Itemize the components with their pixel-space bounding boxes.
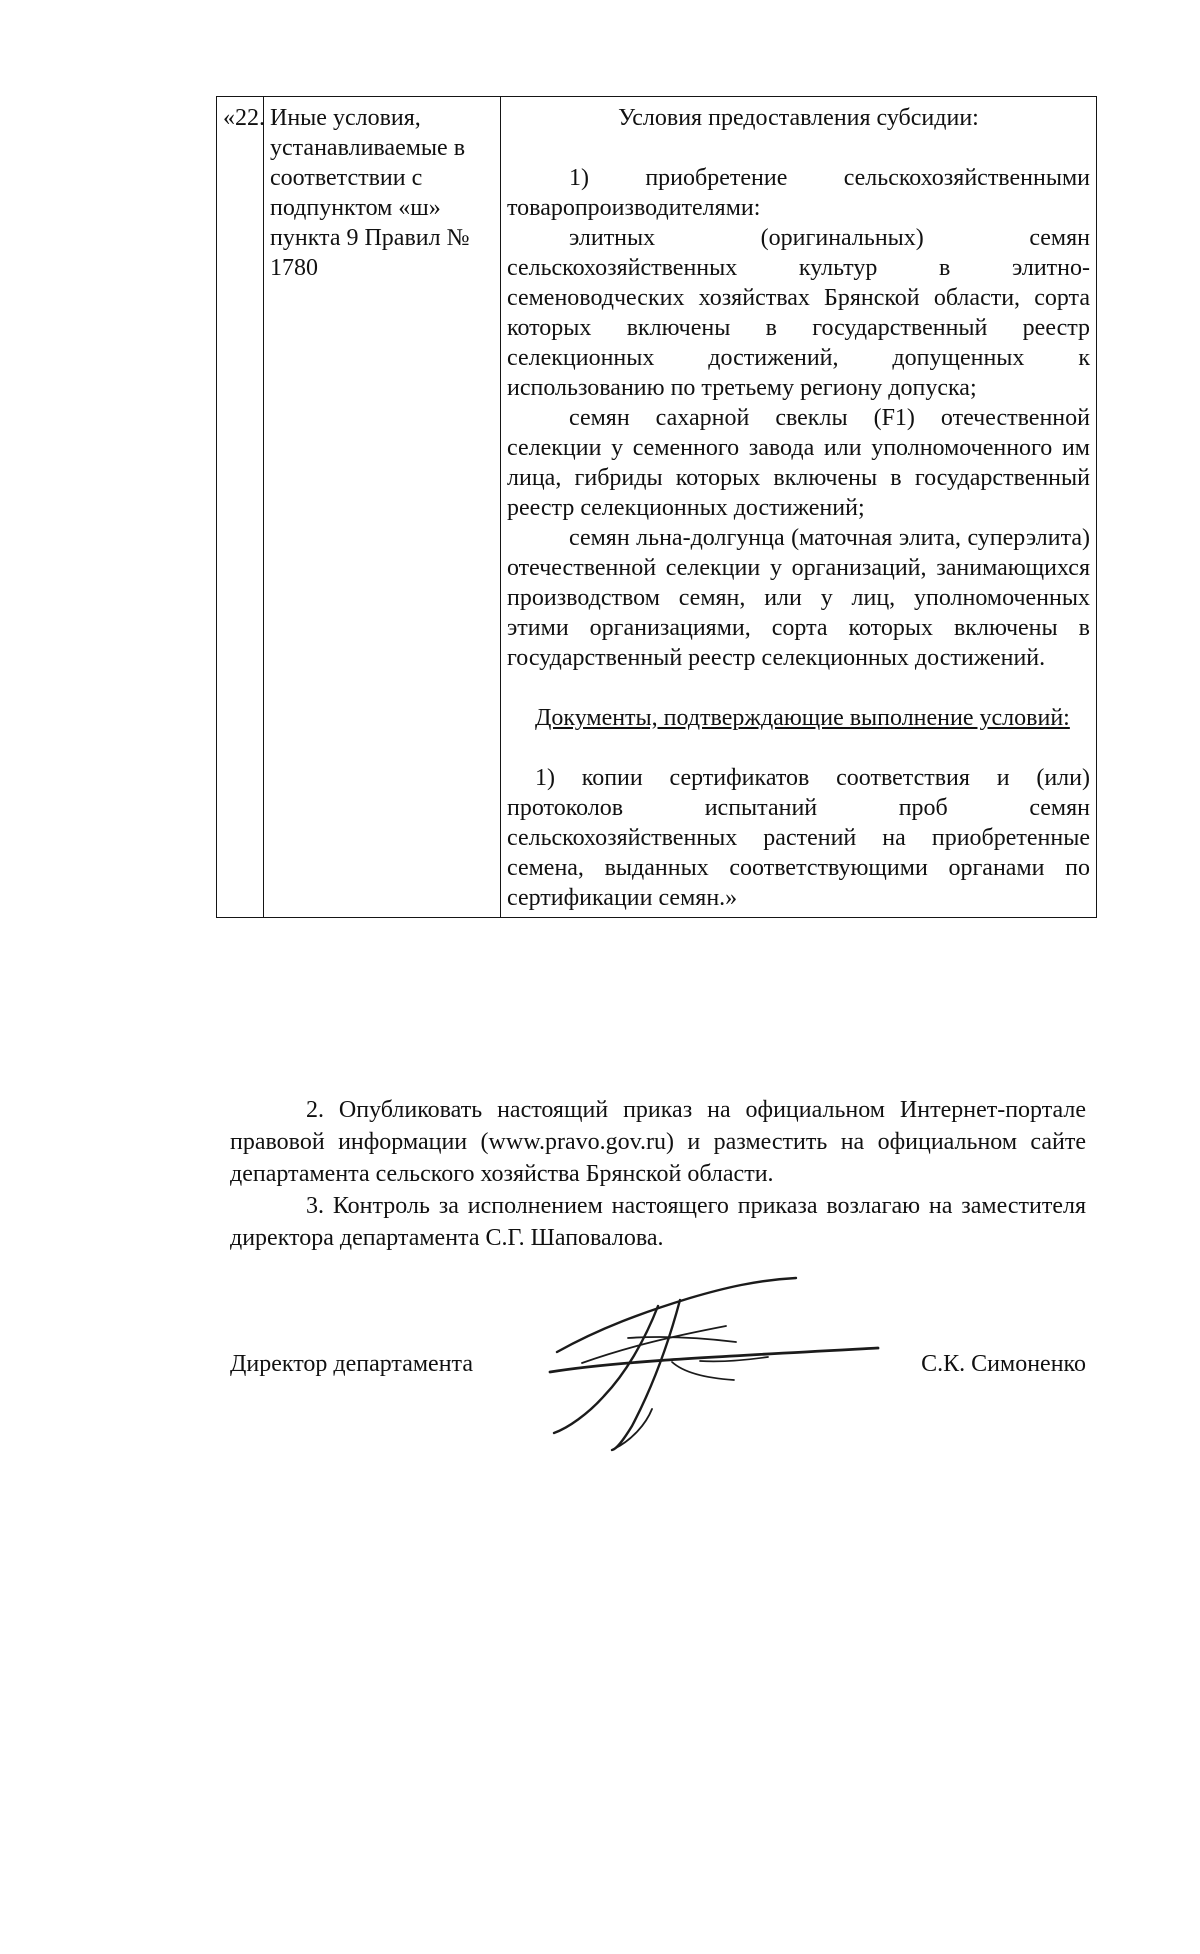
- director-name: С.К. Симоненко: [921, 1351, 1086, 1377]
- sugar-beet-text: семян сахарной свеклы (F1) отечественной селекции у семенного завода или уполномоченного им лица, гибриды которых включены в государственный реестр селекционных достижений;: [507, 405, 1090, 521]
- publish-paragraph: 2. Опубликовать настоящий приказ на официальном Интернет-портале правовой информации (www.pravo.gov.ru) и разместить на официальном сайте департамента сельского хозяйства Брянской области.: [230, 1097, 1086, 1187]
- documents-item-1: 1) копии сертификатов соответствия и (или) протоколов испытаний проб семян сельскохозяйственных растений на приобретенные семена, выданных соответствующими органами по сертификации семян.»: [507, 765, 1090, 911]
- elite-seeds-text: элитных (оригинальных) семян сельскохозяйственных культур в элитно-семеноводческих хозяйствах Брянской области, сорта которых включены в государственный реестр селекционных достижений, допущенных к использованию по третьему региону допуска;: [507, 225, 1090, 401]
- row-number-cell: «22.: [217, 97, 264, 918]
- table-row: [217, 97, 1097, 918]
- control-paragraph: 3. Контроль за исполнением настоящего приказа возлагаю на заместителя директора департамента С.Г. Шаповалова.: [230, 1193, 1086, 1251]
- condition-name-cell: Иные условия, устанавливаемые в соответствии с подпунктом «ш» пункта 9 Правил № 1780: [264, 97, 501, 918]
- conditions-title: Условия предоставления субсидии:: [618, 105, 979, 131]
- flax-text: семян льна-долгунца (маточная элита, суперэлита) отечественной селекции у организаций, занимающихся производством семян, или у лиц, уполномоченных этими организациями, сорта которых включены в государственный реестр селекционных достижений.: [507, 525, 1090, 671]
- documents-title: Документы, подтверждающие выполнение условий:: [535, 705, 1070, 731]
- condition-item-1: 1) приобретение сельскохозяйственными товаропроизводителями:: [507, 165, 1090, 221]
- director-title: Директор департамента: [230, 1351, 473, 1377]
- condition-text-cell: [501, 97, 1097, 918]
- conditions-table: [216, 96, 1097, 918]
- signature-strokes: [550, 1278, 878, 1450]
- handwritten-signature: [540, 1270, 900, 1460]
